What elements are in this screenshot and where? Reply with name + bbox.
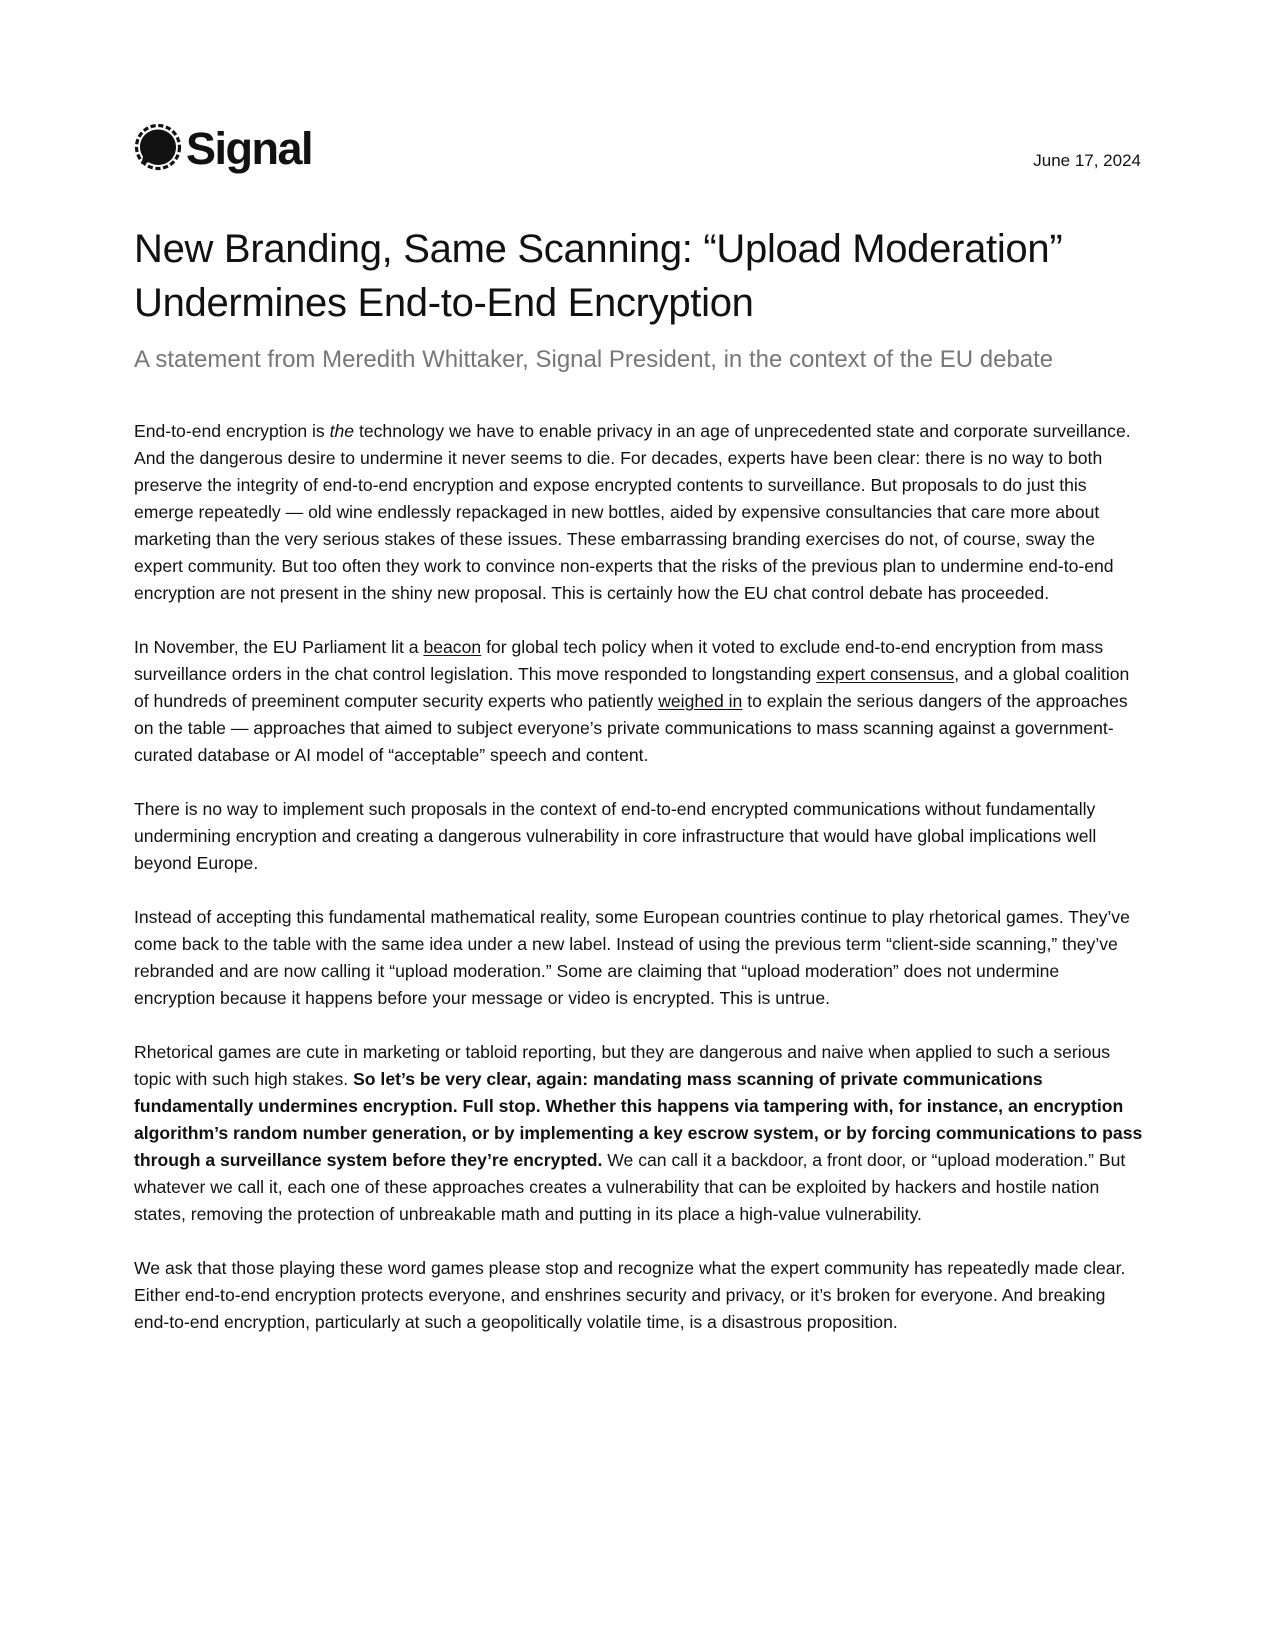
article-body bbox=[134, 418, 1144, 1363]
paragraph-text: for global tech policy when it voted to exclude end-to-end encryption from mass surveillance orders in the chat control legislation. This move responded to longstanding bbox=[134, 637, 1104, 684]
signal-logo bbox=[134, 124, 312, 172]
signal-chat-bubble-icon bbox=[134, 124, 182, 172]
paragraph-2 bbox=[134, 634, 1144, 769]
title-line-1: New Branding, Same Scanning: “Upload Moderation” bbox=[134, 227, 1063, 271]
paragraph-3: There is no way to implement such proposals in the context of end-to-end encrypted communications without fundamentally undermining encryption and creating a dangerous vulnerability in core infrastructure that would have global implications well beyond Europe. bbox=[134, 799, 1097, 873]
paragraph-text: We can call it a backdoor, a front door, or “upload moderation.” But whatever we call it, each one of these approaches creates a vulnerability that can be exploited by hackers and hostile nation states, removing the protection of unbreakable math and putting in its place a high-value vulnerability. bbox=[134, 1150, 1126, 1224]
paragraph-text: technology we have to enable privacy in an age of unprecedented state and corporate surveillance. And the dangerous desire to undermine it never seems to die. For decades, experts have been clear: there is no way to both preserve the integrity of end-to-end encryption and expose encrypted contents to surveillance. But proposals to do just this emerge repeatedly — old wine endlessly repackaged in new bottles, aided by expensive consultancies that care more about marketing than the very serious stakes of these issues. These embarrassing branding exercises do not, of course, sway the expert community. But too often they work to convince non-experts that the risks of the previous plan to undermine end-to-end encryption are not present in the shiny new proposal. This is certainly how the EU chat control debate has proceeded. bbox=[134, 421, 1131, 603]
paragraph-text: In November, the EU Parliament lit a bbox=[134, 637, 424, 657]
paragraph-text: , and a global coalition of hundreds of preeminent computer security experts who patiently bbox=[134, 664, 1130, 711]
paragraph-text: Rhetorical games are cute in marketing or tabloid reporting, but they are dangerous and naive when applied to such a serious topic with such high stakes. bbox=[134, 1042, 1111, 1089]
page-title bbox=[134, 222, 1144, 330]
paragraph-1 bbox=[134, 418, 1144, 607]
weighed-in-link[interactable]: weighed in bbox=[658, 691, 743, 711]
logo-wordmark: Signal bbox=[186, 122, 313, 174]
paragraph-6: We ask that those playing these word games please stop and recognize what the expert community has repeatedly made clear. Either end-to-end encryption protects everyone, and enshrines security and privacy, or it’s broken for everyone. And breaking end-to-end encryption, particularly at such a geopolitically volatile time, is a disastrous proposition. bbox=[134, 1258, 1126, 1332]
paragraph-4: Instead of accepting this fundamental mathematical reality, some European countries continue to play rhetorical games. They’ve come back to the table with the same idea under a new label. Instead of using the previous term “client-side scanning,” they’ve rebranded and are now calling it “upload moderation.” Some are claiming that “upload moderation” does not undermine encryption because it happens before your message or video is encrypted. This is untrue. bbox=[134, 907, 1130, 1008]
beacon-link[interactable]: beacon bbox=[423, 637, 482, 657]
title-line-2: Undermines End-to-End Encryption bbox=[134, 281, 754, 325]
paragraph-text: to explain the serious dangers of the approaches on the table — approaches that aimed to subject everyone’s private communications to mass scanning against a government-curated database or AI model of “acceptable” speech and content. bbox=[134, 691, 1128, 765]
expert-consensus-link[interactable]: expert consensus bbox=[816, 664, 955, 684]
paragraph-5 bbox=[134, 1039, 1144, 1228]
paragraph-text: End-to-end encryption is bbox=[134, 421, 330, 441]
publication-date: June 17, 2024 bbox=[1033, 151, 1141, 170]
page-subtitle: A statement from Meredith Whittaker, Signal President, in the context of the EU debate bbox=[134, 346, 1054, 373]
bold-statement: So let’s be very clear, again: mandating mass scanning of private communications fundamentally undermines encryption. Full stop. Whether this happens via tampering with, for instance, an encryption algorithm’s random number generation, or by implementing a key escrow system, or by forcing communications to pass through a surveillance system before they’re encrypted. bbox=[134, 1069, 1143, 1170]
emphasis-text: the bbox=[329, 421, 355, 441]
